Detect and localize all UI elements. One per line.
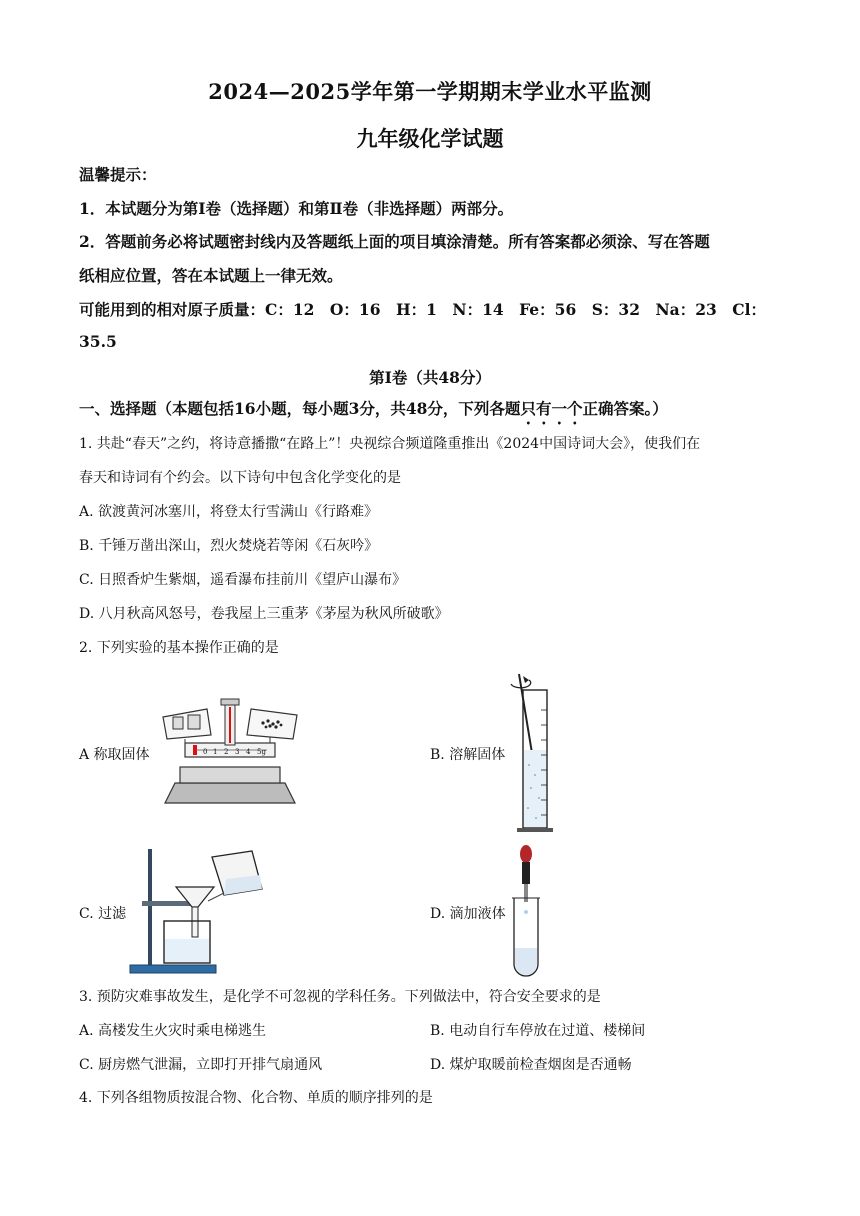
scale-tick-4: 4 (246, 748, 251, 756)
q3-stem: 3. 预防灾难事故发生，是化学不可忽视的学科任务。下列做法中，符合安全要求的是 (79, 989, 601, 1005)
cylinder-stirring-figure (505, 670, 565, 835)
q2-option-c-label: C. 过滤 (79, 906, 127, 922)
notice-item-1: 1．本试题分为第Ⅰ卷（选择题）和第Ⅱ卷（非选择题）两部分。 (79, 199, 514, 218)
q3-option-d: D. 煤炉取暖前检查烟囱是否通畅 (430, 1057, 632, 1073)
q3-option-a: A. 高楼发生火灾时乘电梯逃生 (79, 1023, 267, 1039)
filtration-figure (128, 845, 268, 975)
balance-figure (155, 695, 305, 805)
scale-tick-0: 0 (203, 748, 208, 756)
scale-tick-3: 3 (235, 748, 240, 756)
q2-option-d-label: D. 滴加液体 (430, 906, 506, 922)
atomic-mass-line1: 可能用到的相对原子质量：C：12 O：16 H：1 N：14 Fe：56 S：32 Na：23 Cl： (79, 300, 767, 319)
scale-tick-5g: 5g (257, 748, 266, 756)
q2-stem: 2. 下列实验的基本操作正确的是 (79, 640, 279, 656)
scale-tick-2: 2 (224, 748, 229, 756)
section-heading-post: 正确答案。） (582, 399, 668, 418)
q3-option-b: B. 电动自行车停放在过道、楼梯间 (430, 1023, 646, 1039)
section-heading-emphasis: 只有一个 (520, 399, 583, 418)
atomic-mass-line2: 35.5 (79, 332, 117, 351)
dropper-figure (506, 842, 546, 977)
notice-heading: 温馨提示： (79, 165, 157, 184)
section-heading-pre: 一、选择题（本题包括16小题，每小题3分，共48分，下列各题 (79, 399, 521, 418)
section-heading (79, 397, 668, 428)
notice-item-2-line2: 纸相应位置，答在本试题上一律无效。 (79, 266, 343, 285)
q1-option-d: D. 八月秋高风怒号，卷我屋上三重茅《茅屋为秋风所破歌》 (79, 606, 449, 622)
q4-stem: 4. 下列各组物质按混合物、化合物、单质的顺序排列的是 (79, 1090, 433, 1106)
q1-stem-line1: 1. 共赴“春天”之约，将诗意播撒“在路上”！央视综合频道隆重推出《2024中国诗词大会》，使我们在 (79, 436, 701, 452)
exam-title: 2024—2025学年第一学期期末学业水平监测 (208, 79, 652, 104)
q2-option-b-label: B. 溶解固体 (430, 747, 506, 763)
q1-option-b: B. 千锤万凿出深山，烈火焚烧若等闲《石灰吟》 (79, 538, 379, 554)
q1-option-c: C. 日照香炉生紫烟，遥看瀑布挂前川《望庐山瀑布》 (79, 572, 407, 588)
exam-subtitle: 九年级化学试题 (356, 126, 504, 151)
q2-option-a-label: A 称取固体 (79, 747, 150, 763)
q1-stem-line2: 春天和诗词有个约会。以下诗句中包含化学变化的是 (79, 470, 401, 486)
scale-tick-1: 1 (213, 748, 218, 756)
q1-option-a: A. 欲渡黄河冰塞川，将登太行雪满山《行路难》 (79, 504, 379, 520)
notice-item-2-line1: 2．答题前务必将试题密封线内及答题纸上面的项目填涂清楚。所有答案都必须涂、写在答题 (79, 232, 710, 251)
volume-title: 第Ⅰ卷（共48分） (369, 368, 491, 387)
q3-option-c: C. 厨房燃气泄漏，立即打开排气扇通风 (79, 1057, 323, 1073)
